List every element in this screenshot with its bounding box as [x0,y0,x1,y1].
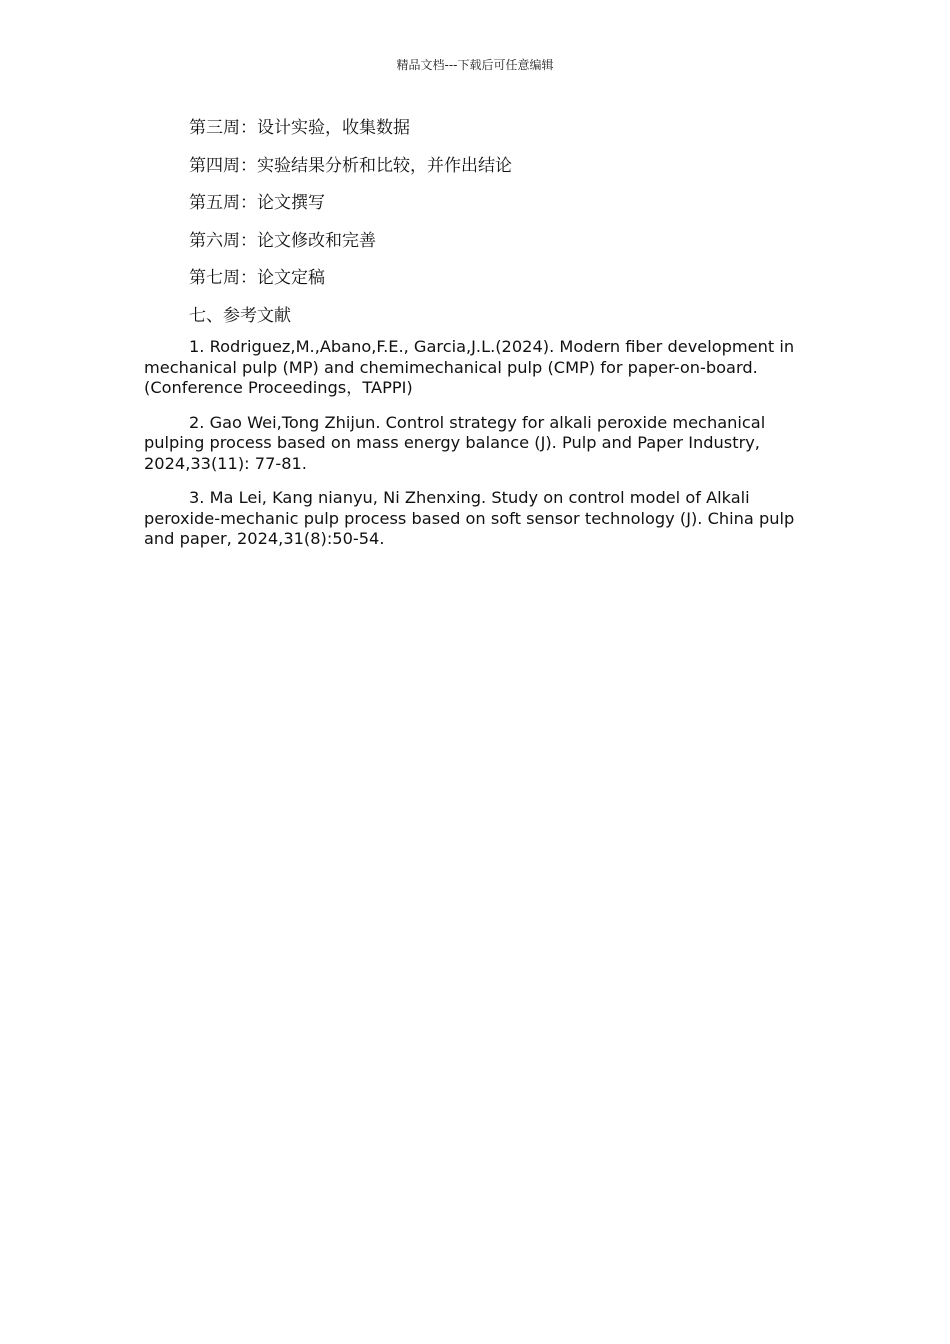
schedule-week-4: 第四周：实验结果分析和比较，并作出结论 [189,155,512,176]
reference-item-3: 3. Ma Lei, Kang nianyu, Ni Zhenxing. Study on control model of Alkali peroxide-mechanic pulp process based on soft sensor technology (J). China pulp and paper, 2024,31(8):50-54. [144,488,795,548]
references-heading: 七、参考文献 [189,305,291,326]
page-header: 精品文档---下载后可任意编辑 [396,58,554,72]
schedule-week-6: 第六周：论文修改和完善 [189,230,376,251]
schedule-week-7: 第七周：论文定稿 [189,268,325,288]
page-body [144,116,809,564]
schedule-week-5: 第五周：论文撰写 [189,193,325,213]
schedule-week-3: 第三周：设计实验，收集数据 [189,118,410,138]
reference-item-2: 2. Gao Wei,Tong Zhijun. Control strategy for alkali peroxide mechanical pulping process based on mass energy balance (J). Pulp and Paper Industry, 2024,33(11): 77-81. [144,412,766,473]
reference-item-1: 1. Rodriguez,M.,Abano,F.E., Garcia,J.L.(2024). Modern fiber development in mechanical pulp (MP) and chemimechanical pulp (CMP) for paper-on-board.(Conference Proceedings，TAPPI) [144,337,795,397]
